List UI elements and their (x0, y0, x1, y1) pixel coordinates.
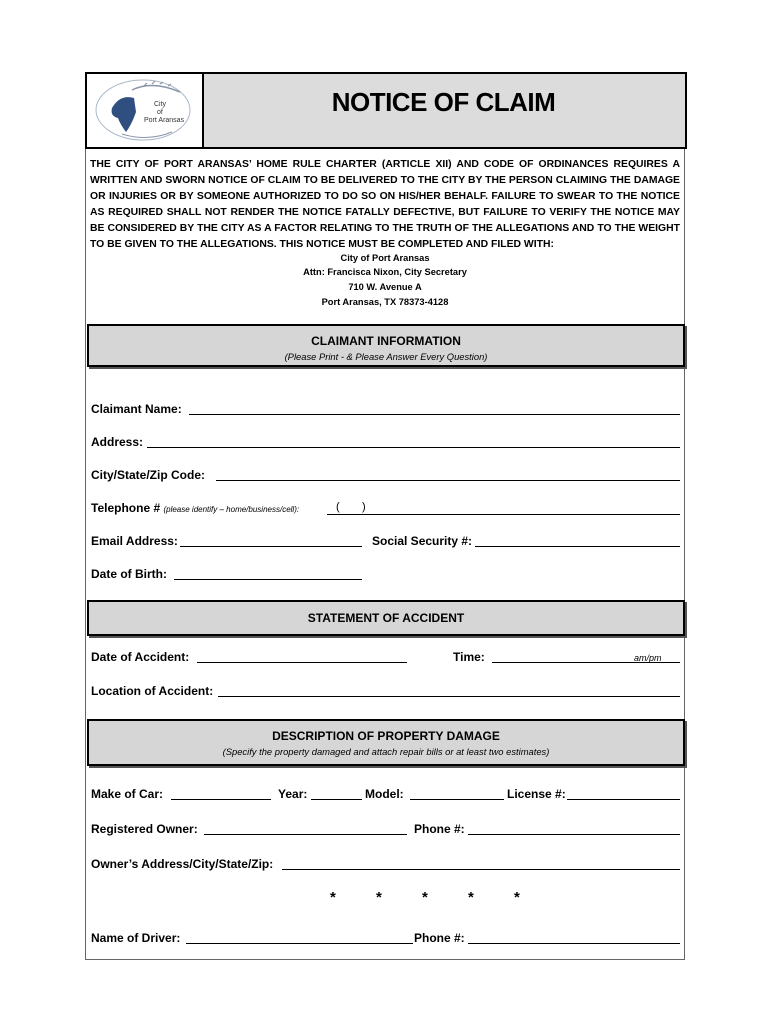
damage-heading: DESCRIPTION OF PROPERTY DAMAGE (272, 729, 500, 743)
driver-phone-label: Phone #: (414, 931, 465, 945)
model-label: Model: (365, 787, 404, 801)
license-field[interactable] (567, 799, 680, 800)
address-line-1: City of Port Aransas (340, 253, 430, 263)
city-state-zip-label: City/State/Zip Code: (91, 468, 206, 482)
address-field[interactable] (147, 447, 680, 448)
date-of-accident-field[interactable] (197, 662, 407, 663)
claimant-heading: CLAIMANT INFORMATION (311, 334, 461, 348)
accident-heading: STATEMENT OF ACCIDENT (307, 611, 465, 625)
damage-subheading: (Specify the property damaged and attach repair bills or at least two estimates) (222, 746, 550, 757)
model-field[interactable] (410, 799, 504, 800)
address-line-2: Attn: Francisca Nixon, City Secretary (303, 267, 467, 277)
logo-text-3: Port Aransas (144, 117, 185, 124)
registered-owner-label: Registered Owner: (91, 822, 198, 836)
address-label: Address: (91, 435, 144, 449)
email-field[interactable] (180, 546, 362, 547)
city-state-zip-field[interactable] (216, 480, 680, 481)
intro-paragraph: THE CITY OF PORT ARANSAS’ HOME RULE CHARTER (ARTICLE XII) AND CODE OF ORDINANCES REQUIRES A WRITTEN AND SWORN NOTICE OF CLAIM TO BE DELIVERED TO THE CITY BY THE PERSON CLAIMING THE DAMAGE OR INJURIES OR BY SOMEONE AUTHORIZED TO DO SO ON HIS/HER BEHALF. FAILURE TO SWEAR TO THE NOTICE AS REQUIRED SHALL NOT RENDER THE NOTICE FATALLY DEFECTIVE, BUT FAILURE TO VERIFY THE NOTICE MAY BE CONSIDERED BY THE CITY AS A FACTOR RELATING TO THE TRUTH OF THE ALLEGATIONS AND TO THE WEIGHT TO BE GIVEN TO THE ALLEGATIONS. THIS NOTICE MUST BE COMPLETED AND FILED WITH: (90, 159, 680, 250)
ssn-field[interactable] (475, 546, 680, 547)
owner-phone-label: Phone #: (414, 822, 465, 836)
dob-label: Date of Birth: (91, 567, 167, 581)
city-logo (87, 74, 204, 147)
phone-paren-open: ( (336, 501, 340, 513)
make-label: Make of Car: (91, 787, 164, 801)
driver-name-label: Name of Driver: (91, 931, 181, 945)
location-label: Location of Accident: (91, 684, 214, 698)
separator-stars: * * * * * (330, 889, 538, 906)
page-title: NOTICE OF CLAIM (331, 87, 556, 117)
location-field[interactable] (218, 696, 680, 697)
telephone-label-text: Telephone # (91, 501, 161, 515)
year-label: Year: (278, 787, 308, 801)
claimant-name-field[interactable] (189, 414, 680, 415)
phone-paren-close: ) (362, 501, 366, 513)
driver-name-field[interactable] (186, 943, 413, 944)
dob-field[interactable] (174, 579, 362, 580)
owner-address-label: Owner’s Address/City/State/Zip: (91, 857, 274, 871)
damage-section-header (87, 719, 685, 766)
telephone-field[interactable] (327, 514, 680, 515)
claimant-section-header (87, 324, 685, 367)
claimant-subheading: (Please Print - & Please Answer Every Question) (284, 351, 488, 362)
make-field[interactable] (171, 799, 271, 800)
email-label: Email Address: (91, 534, 178, 548)
city-seal-icon (92, 78, 194, 142)
form-header (85, 72, 687, 149)
date-of-accident-label: Date of Accident: (91, 650, 190, 664)
driver-phone-field[interactable] (468, 943, 680, 944)
logo-text-1: City (154, 101, 167, 108)
telephone-hint: (please identify – home/business/cell): (163, 505, 300, 514)
time-label: Time: (453, 650, 485, 664)
accident-section-header (87, 600, 685, 636)
owner-address-field[interactable] (282, 869, 680, 870)
registered-owner-field[interactable] (204, 834, 407, 835)
year-field[interactable] (311, 799, 362, 800)
telephone-label (91, 501, 299, 515)
am-pm-hint: am/pm (634, 653, 662, 663)
address-line-3: 710 W. Avenue A (348, 282, 422, 292)
address-line-4: Port Aransas, TX 78373-4128 (321, 297, 449, 307)
logo-text-2: of (157, 109, 163, 116)
owner-phone-field[interactable] (468, 834, 680, 835)
claimant-name-label: Claimant Name: (91, 402, 182, 416)
ssn-label: Social Security #: (372, 534, 473, 548)
license-label: License #: (507, 787, 566, 801)
